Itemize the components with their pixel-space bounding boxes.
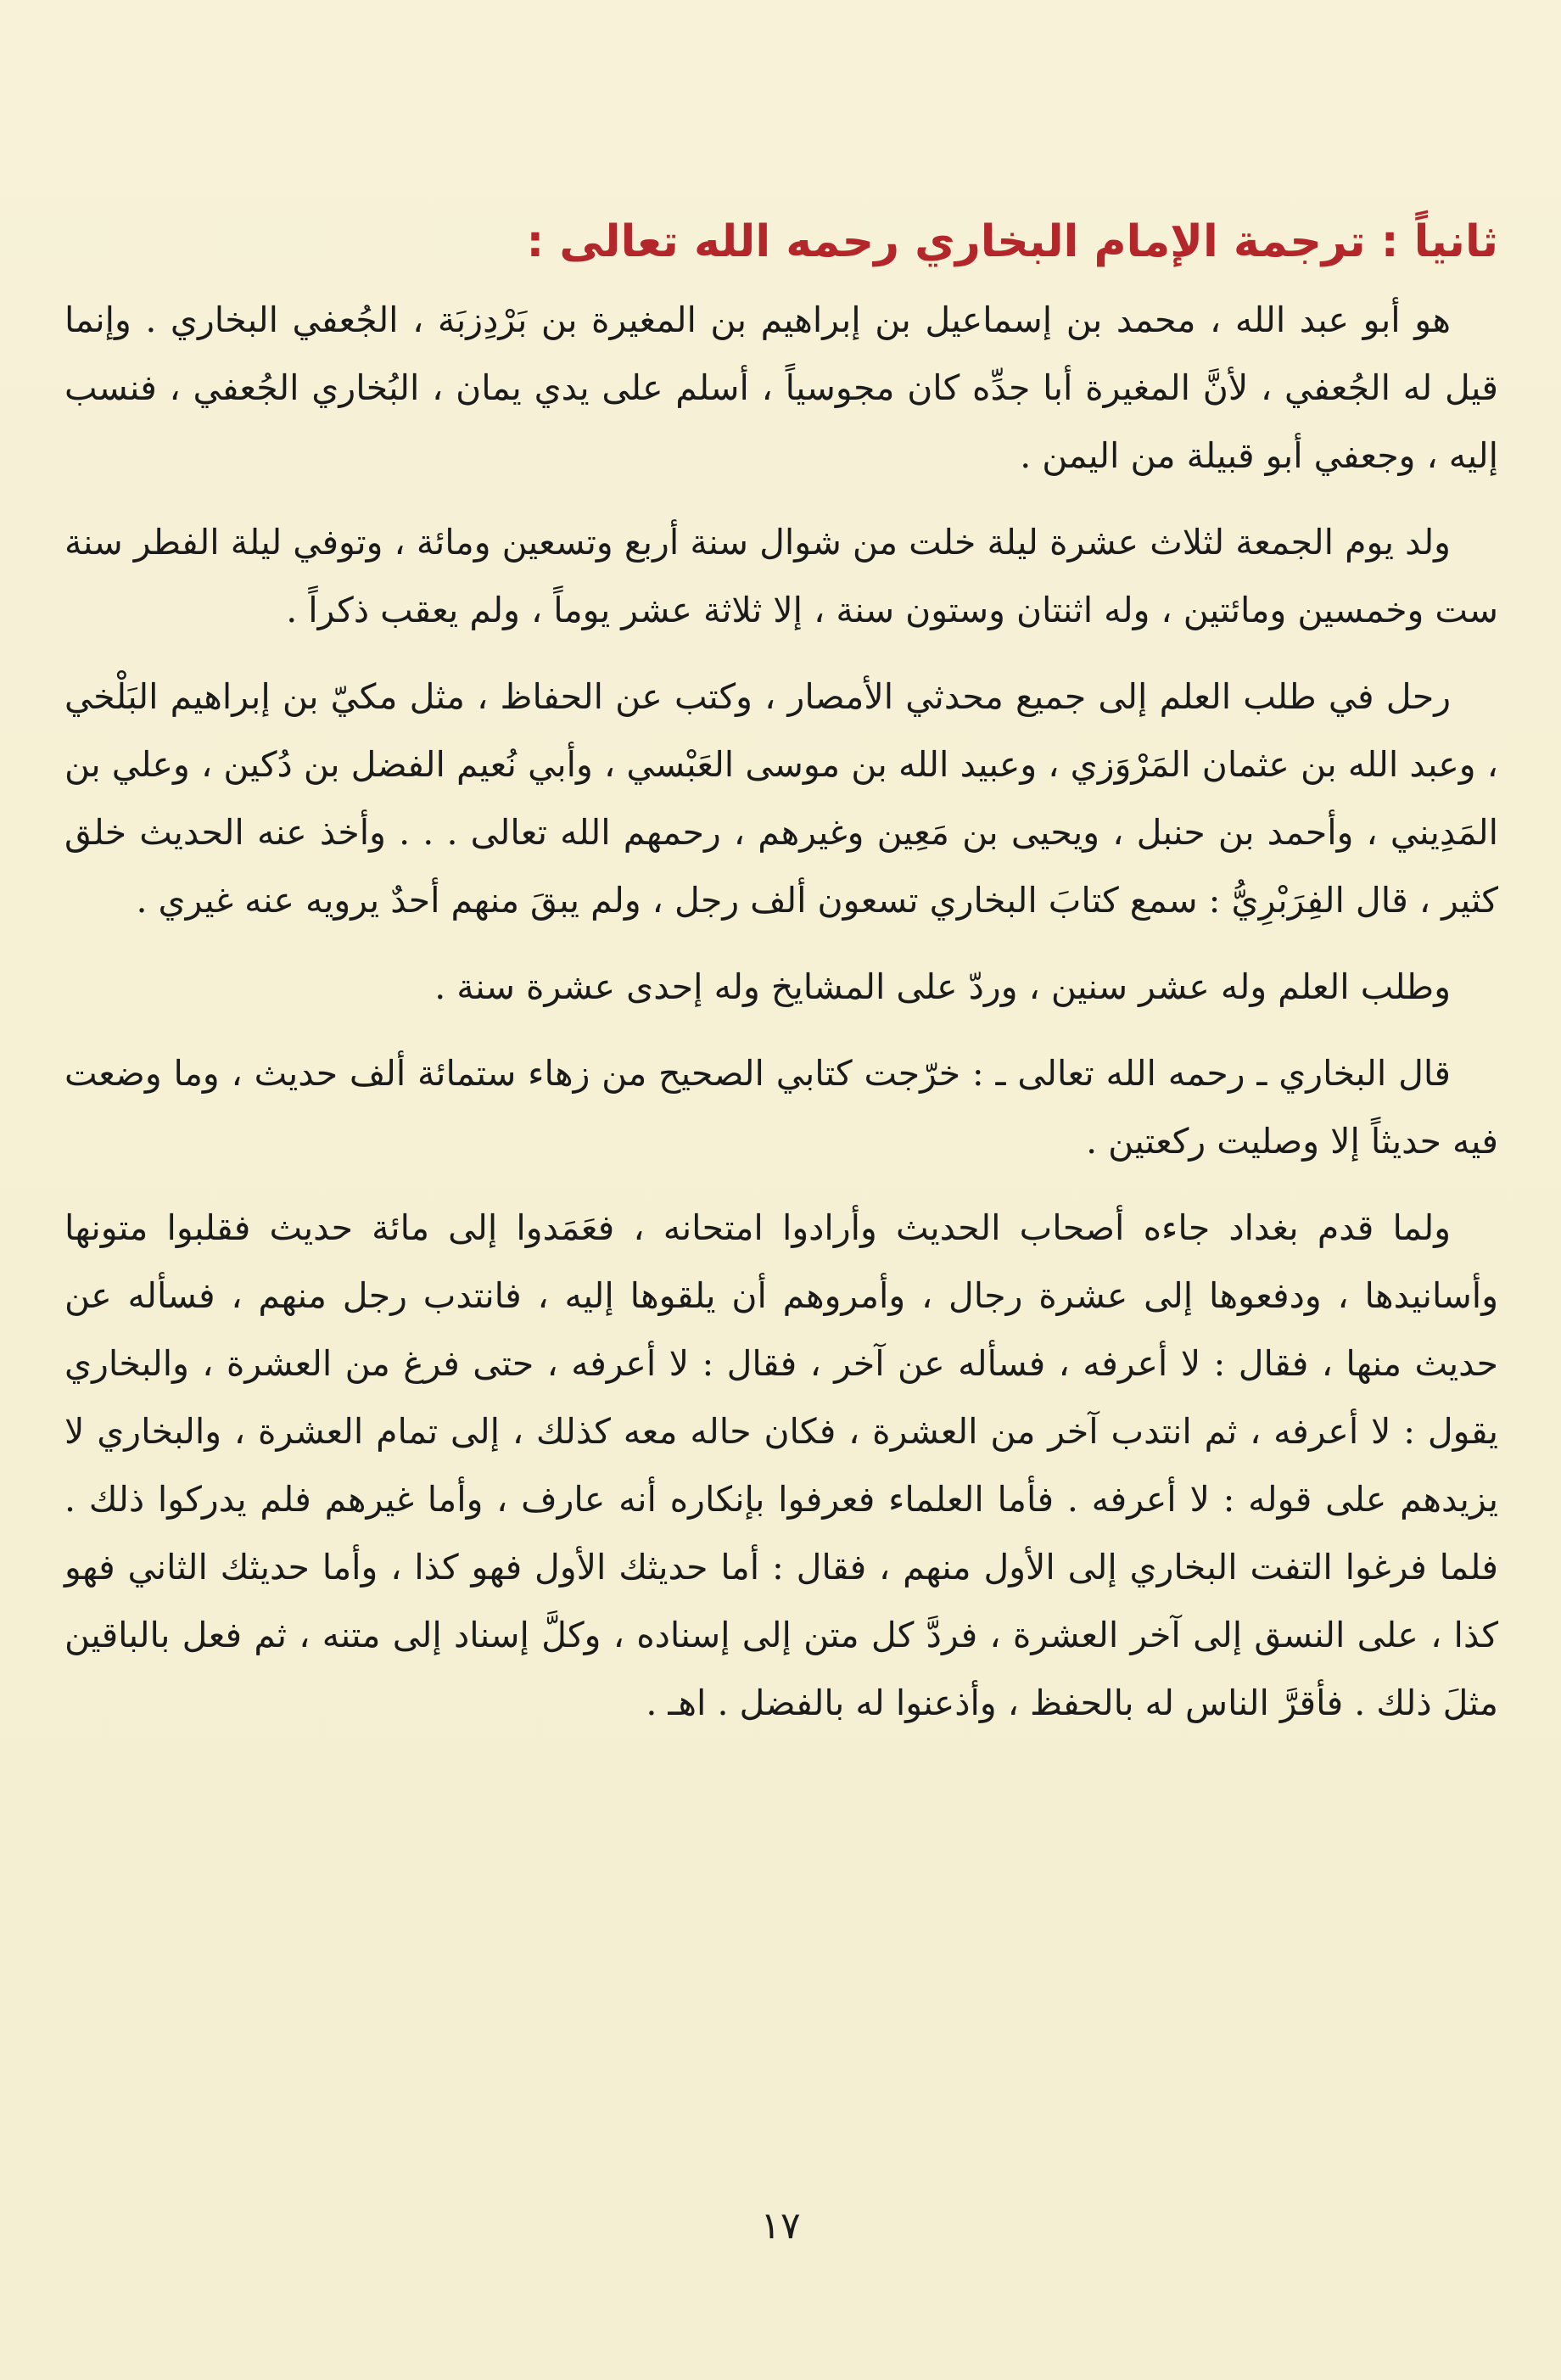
paragraph-travels: رحل في طلب العلم إلى جميع محدثي الأمصار ، وكتب عن الحفاظ ، مثل مكيّ بن إبراهيم البَلْخي ، وعبد الله بن عثمان المَرْوَزي ، وعبيد الله بن موسى العَبْسي ، وأبي نُعيم الفضل بن دُكين ، وعلي بن المَدِيني ، وأحمد بن حنبل ، ويحيى بن مَعِين وغيرهم ، رحمهم الله تعالى . . . وأخذ عنه الحديث خلق كثير ، قال الفِرَبْرِيُّ : سمع كتابَ البخاري تسعون ألف رجل ، ولم يبقَ منهم أحدٌ يرويه عنه غيري . <box>64 676 1498 921</box>
page-body <box>64 208 1498 1737</box>
paragraph-baghdad-test: ولما قدم بغداد جاءه أصحاب الحديث وأرادوا امتحانه ، فعَمَدوا إلى مائة حديث فقلبوا متونها وأسانيدها ، ودفعوها إلى عشرة رجال ، وأمروهم أن يلقوها إليه ، فانتدب رجل منهم ، فسأله عن حديث منها ، فقال : لا أعرفه ، فسأله عن آخر ، فقال : لا أعرفه ، حتى فرغ من العشرة ، والبخاري يقول : لا أعرفه ، ثم انتدب آخر من العشرة ، فكان حاله معه كذلك ، إلى تمام العشرة ، والبخاري لا يزيدهم على قوله : لا أعرفه . فأما العلماء فعرفوا بإنكاره أنه عارف ، وأما غيرهم فلم يدركوا ذلك . فلما فرغوا التفت البخاري إلى الأول منهم ، فقال : أما حديثك الأول فهو كذا ، وأما حديثك الثاني فهو كذا ، على النسق إلى آخر العشرة ، فردَّ كل متن إلى إسناده ، وكلَّ إسناد إلى متنه ، ثم فعل بالباقين مثلَ ذلك . فأقرَّ الناس له بالحفظ ، وأذعنوا له بالفضل . اهـ . <box>64 1207 1498 1723</box>
paragraph-sahih-compilation: قال البخاري ـ رحمه الله تعالى ـ : خرّجت كتابي الصحيح من زهاء ستمائة ألف حديث ، وما وضعت فيه حديثاً إلا وصليت ركعتين . <box>64 1053 1498 1162</box>
paragraph-lineage: هو أبو عبد الله ، محمد بن إسماعيل بن إبراهيم بن المغيرة بن بَرْدِزبَة ، الجُعفي البخاري . وإنما قيل له الجُعفي ، لأنَّ المغيرة أبا جدِّه كان مجوسياً ، أسلم على يدي يمان ، البُخاري الجُعفي ، فنسب إليه ، وجعفي أبو قبيلة من اليمن . <box>64 300 1498 476</box>
paragraph-birth-death: ولد يوم الجمعة لثلاث عشرة ليلة خلت من شوال سنة أربع وتسعين ومائة ، وتوفي ليلة الفطر سنة ست وخمسين ومائتين ، وله اثنتان وستون سنة ، إلا ثلاثة عشر يوماً ، ولم يعقب ذكراً . <box>64 522 1498 630</box>
section-heading: ثانياً : ترجمة الإمام البخاري رحمه الله تعالى : <box>526 216 1498 267</box>
page-number: ١٧ <box>760 2204 801 2248</box>
paragraph-early-study: وطلب العلم وله عشر سنين ، وردّ على المشايخ وله إحدى عشرة سنة . <box>434 966 1451 1007</box>
